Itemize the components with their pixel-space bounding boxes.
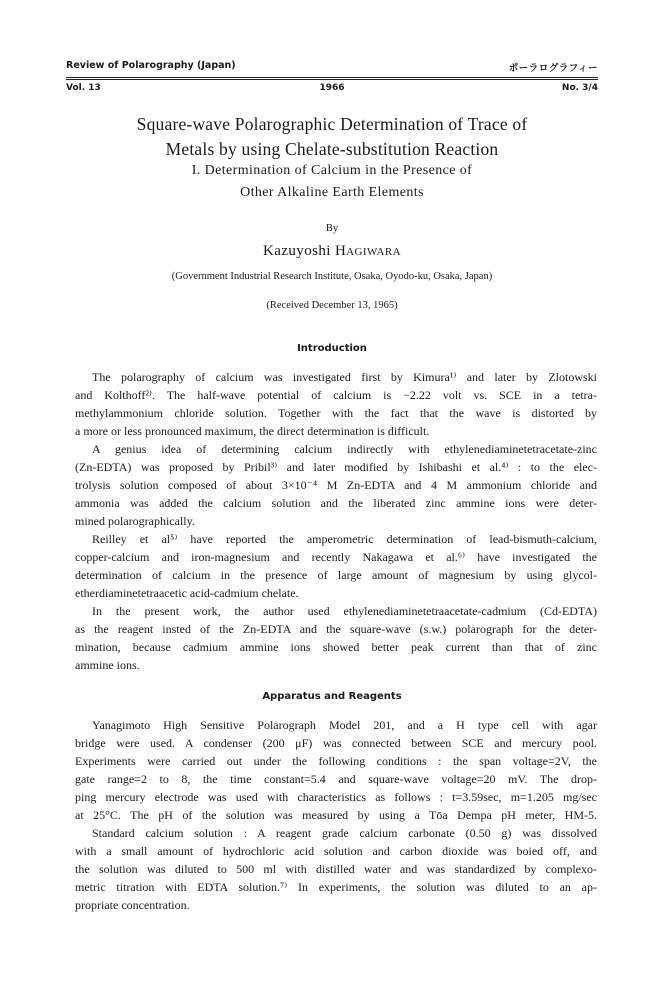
volume-label: Vol. 13 bbox=[66, 83, 101, 93]
intro-line: determination of calcium in the presence of large amount of magnesium by using glycol- bbox=[75, 568, 597, 582]
paper-title-line-1: Square-wave Polarographic Determination of Trace of bbox=[136, 114, 528, 134]
intro-line: a more or less pronounced maximum, the direct determination is difficult. bbox=[75, 424, 430, 438]
intro-line: The polarography of calcium was investigated first by Kimura¹⁾ and later by Zlotowski bbox=[92, 370, 597, 384]
section-heading-introduction: Introduction bbox=[297, 343, 367, 354]
apparatus-line: Yanagimoto High Sensitive Polarograph Model 201, and a H type cell with agar bbox=[92, 718, 597, 732]
intro-line: ammine ions. bbox=[75, 658, 140, 672]
intro-line: In the present work, the author used ethylenediaminetetraacetate-cadmium (Cd-EDTA) bbox=[92, 604, 597, 618]
apparatus-line: Experiments were carried out under the following conditions : the span voltage=2V, the bbox=[75, 754, 597, 768]
intro-line: mination, because cadmium ammine ions showed better peak current than that of zinc bbox=[75, 640, 597, 654]
paper-subtitle-line-1: I. Determination of Calcium in the Presence of bbox=[191, 163, 473, 178]
intro-line: mined polarographically. bbox=[75, 514, 195, 528]
year-label: 1966 bbox=[319, 83, 345, 93]
intro-line: methylammonium chloride solution. Together with the fact that the wave is distorted by bbox=[75, 406, 597, 420]
apparatus-line: bridge were used. A condenser (200 μF) was connected between SCE and mercury pool. bbox=[75, 736, 597, 750]
running-header bbox=[66, 60, 598, 76]
journal-name-japanese: ポーラログラフィー bbox=[508, 63, 598, 74]
author-given-name: Kazuyoshi bbox=[263, 243, 335, 259]
intro-line: Reilley et al⁵⁾ have reported the amperometric determination of lead-bismuth-calcium, bbox=[92, 532, 597, 546]
apparatus-line: with a small amount of hydrochloric acid solution and carbon dioxide was boied off, and bbox=[75, 844, 597, 858]
header-rule-thin bbox=[66, 79, 598, 80]
by-label: By bbox=[325, 223, 339, 234]
intro-line: as the reagent insted of the Zn-EDTA and the square-wave (s.w.) polarograph for the deter- bbox=[75, 622, 597, 636]
intro-line: (Zn-EDTA) was proposed by Pribil³⁾ and later modified by Ishibashi et al.⁴⁾ : to the elec- bbox=[75, 460, 597, 474]
apparatus-line: propriate concentration. bbox=[75, 898, 190, 912]
author-affiliation: (Government Industrial Research Institute, Osaka, Oyodo-ku, Osaka, Japan) bbox=[171, 271, 493, 282]
received-date: (Received December 13, 1965) bbox=[266, 300, 398, 311]
header-rule-thick bbox=[66, 77, 598, 78]
apparatus-line: metric titration with EDTA solution.⁷⁾ In experiments, the solution was diluted to an ap- bbox=[75, 880, 597, 894]
section-heading-apparatus: Apparatus and Reagents bbox=[262, 691, 402, 702]
issue-info bbox=[66, 83, 598, 97]
intro-line: etherdiaminetetraacetic acid-cadmium chelate. bbox=[75, 586, 299, 600]
apparatus-line: gate range=2 to 8, the time constant=5.4 and square-wave voltage=20 mV. The drop- bbox=[75, 772, 597, 786]
paper-subtitle-line-2: Other Alkaline Earth Elements bbox=[240, 185, 424, 200]
apparatus-line: the solution was diluted to 500 ml with distilled water and was standardized by complexo- bbox=[75, 862, 597, 876]
author-name bbox=[66, 243, 598, 260]
apparatus-line: at 25°C. The pH of the solution was measured by using a Tōa Dempa pH meter, HM-5. bbox=[75, 808, 597, 822]
apparatus-line: ping mercury electrode was used with characteristics as follows : t=3.59sec, m=1.205 mg/sec bbox=[75, 790, 597, 804]
apparatus-line: Standard calcium solution : A reagent grade calcium carbonate (0.50 g) was dissolved bbox=[92, 826, 597, 840]
intro-line: ammonia was added the calcium solution and the liberated zinc ammine ions were deter- bbox=[75, 496, 597, 510]
paper-title-line-2: Metals by using Chelate-substitution Reaction bbox=[165, 139, 499, 159]
intro-line: A genius idea of determining calcium indirectly with ethylenediaminetetracetate-zinc bbox=[92, 442, 597, 456]
issue-number-label: No. 3/4 bbox=[561, 83, 598, 93]
intro-line: copper-calcium and iron-magnesium and recently Nakagawa et al.⁶⁾ have investigated the bbox=[75, 550, 597, 564]
intro-line: and Kolthoff²⁾. The half-wave potential of calcium is −2.22 volt vs. SCE in a tetra- bbox=[75, 388, 597, 402]
intro-line: trolysis solution composed of about 3×10⁻⁴ M Zn-EDTA and 4 M ammonium chloride and bbox=[75, 478, 597, 492]
journal-name: Review of Polarography (Japan) bbox=[66, 60, 236, 71]
author-family-name: Hagiwara bbox=[334, 243, 401, 259]
